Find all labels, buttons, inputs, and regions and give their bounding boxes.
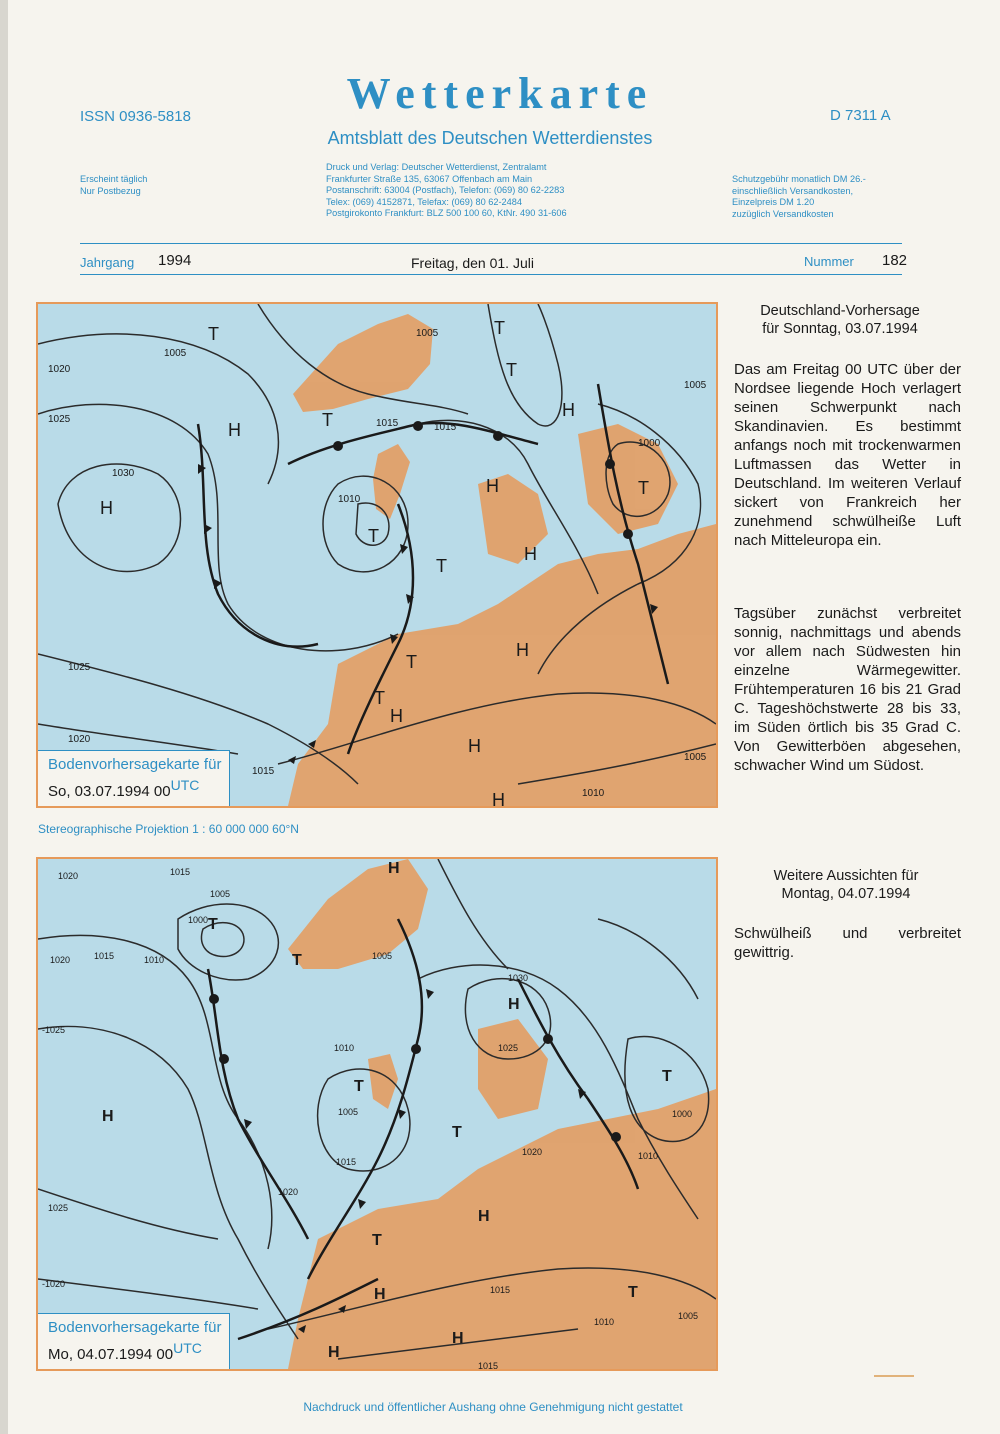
publisher-line: Telex: (069) 4152871, Telefax: (069) 80 62-2484 [326,196,522,207]
header-rule-top [80,243,902,244]
isobar-label: 1015 [490,1285,511,1295]
publisher-line: Postanschrift: 63004 (Postfach), Telefon: (069) 80 62-2283 [326,185,565,196]
isobar-label: 1010 [338,494,361,505]
forecast-map-monday [36,857,718,1371]
map1-caption-date [48,775,221,802]
isobar-label: 1015 [376,418,399,429]
map1-caption [38,750,230,806]
high-label: H [516,640,529,660]
low-label: T [368,526,379,546]
high-label: H [486,476,499,496]
isobar-label: 1005 [164,348,187,359]
isobar-label: 1020 [278,1187,299,1197]
map2-drawing [38,859,716,1369]
low-label: T [662,1068,672,1085]
high-label: H [228,420,241,440]
isobar-label: 1025 [68,662,91,673]
isobar-label: 1015 [478,1361,499,1369]
isobar-label: 1025 [48,1203,69,1213]
postal-code: D 7311 A [830,107,891,124]
high-label: H [452,1330,464,1347]
high-label: H [478,1208,490,1225]
forecast-heading-sunday [720,302,960,338]
isobar-label: 1010 [594,1317,615,1327]
isobar-label: 1015 [252,766,275,777]
issue-date: Freitag, den 01. Juli [411,255,534,271]
low-label: T [322,410,333,430]
header-rule-bottom [80,274,902,275]
isobar-label: 1025 [48,414,71,425]
low-label: T [628,1284,638,1301]
isobar-label: 1005 [338,1107,359,1117]
isobar-label: 1020 [48,364,71,375]
isobar-label: 1015 [336,1157,357,1167]
tape-mark [874,1375,914,1377]
price-line: Einzelpreis DM 1.20 [732,197,815,208]
forecast-paragraph-synopsis: Das am Freitag 00 UTC über der Nordsee liegende Hoch verlagert seinen Schwerpunkt nach Skandinavien. Es bestimmt anfangs noch mit trockenwarmen Luftmassen das Wetter in Deutschland. Im weiteren Verlauf sickert von Frankreich her zunehmend schwülheiße Luft nach Mitteleuropa ein. [734,361,961,549]
low-label: T [406,652,417,672]
high-label: H [100,498,113,518]
high-label: H [328,1344,340,1361]
isobar-label: 1015 [170,867,191,877]
issn-number: ISSN 0936-5818 [80,108,191,125]
isobar-label: 1015 [434,422,457,433]
isobar-label: 1010 [582,788,605,799]
map1-utc: UTC [170,777,200,793]
delivery-info [80,174,147,197]
isobar-label: 1010 [144,955,165,965]
projection-note: Stereographische Projektion 1 : 60 000 000 60°N [38,822,299,836]
low-label: T [452,1124,462,1141]
isobar-label: 1010 [638,1151,659,1161]
price-line: Schutzgebühr monatlich DM 26.- [732,174,866,184]
isobar-label: 1020 [522,1147,543,1157]
isobar-label: 1020 [68,734,91,745]
high-label: H [374,1286,386,1303]
low-label: T [638,478,649,498]
page-subtitle: Amtsblatt des Deutschen Wetterdienstes [327,128,653,148]
isobar-label: 1005 [372,951,393,961]
isobar-label: 1000 [672,1109,693,1119]
low-label: T [354,1078,364,1095]
isobar-label: 1020 [50,955,71,965]
forecast-heading-line: Weitere Aussichten für [773,868,919,884]
isobar-label: 1000 [638,438,661,449]
isobar-label: 1010 [334,1043,355,1053]
map1-caption-title: Bodenvorhersagekarte für [48,756,222,773]
copyright-footer: Nachdruck und öffentlicher Aushang ohne Genehmigung nicht gestattet [303,1400,683,1414]
low-label: T [372,1232,382,1249]
nummer-value: 182 [882,252,908,269]
map1-drawing [38,304,716,806]
forecast-heading-monday [726,867,966,903]
high-label: H [468,736,481,756]
isobar-label: 1005 [678,1311,699,1321]
high-label: H [562,400,575,420]
high-label: H [492,790,505,806]
price-line: einschließlich Versandkosten, [732,185,854,196]
forecast-outlook-text: Schwülheiß und verbreitet gewittrig. [734,925,961,961]
delivery-line: Erscheint täglich [80,174,148,184]
jahrgang-label: Jahrgang [80,255,135,270]
high-label: H [102,1108,114,1125]
isobar-label: -1020 [42,1279,66,1289]
price-info [732,174,866,220]
low-label: T [292,952,302,969]
map2-utc: UTC [173,1340,202,1356]
forecast-map-sunday [36,302,718,808]
page-edge [0,0,8,1434]
price-line: zuzüglich Versandkosten [732,208,834,219]
isobar-label: 1005 [416,328,439,339]
low-label: T [208,916,218,933]
nummer-label: Nummer [804,254,854,269]
low-label: T [506,360,517,380]
jahrgang-value: 1994 [158,252,192,269]
high-label: H [524,544,537,564]
forecast-paragraph-weather: Tagsüber zunächst verbreitet sonnig, nachmittags und abends vor allem nach Südwesten hin einzelne Wärmegewitter. Frühtemperaturen 16 bis 21 Grad C. Tageshöchstwerte 28 bis 33, im Süden örtlich bis 35 Grad C. Von Gewitterböen abgesehen, schwacher Wind um Südost. [734,605,961,774]
publisher-line: Druck und Verlag: Deutscher Wetterdienst, Zentralamt [326,162,547,172]
isobar-label: 1015 [94,951,115,961]
low-label: T [436,556,447,576]
map2-caption-date [48,1338,221,1365]
isobar-label: 1005 [210,889,231,899]
forecast-heading-line: Montag, 04.07.1994 [781,886,911,902]
map2-date: Mo, 04.07.1994 00 [48,1346,174,1363]
high-label: H [388,860,400,877]
forecast-heading-line: Deutschland-Vorhersage [760,303,920,319]
low-label: T [374,688,385,708]
isobar-label: 1030 [508,973,529,983]
isobar-label: -1025 [42,1025,66,1035]
isobar-label: 1005 [684,752,707,763]
map1-date: So, 03.07.1994 00 [48,783,171,800]
high-label: H [390,706,403,726]
publisher-line: Frankfurter Straße 135, 63067 Offenbach am Main [326,173,533,184]
isobar-label: 1025 [498,1043,519,1053]
page-title: Wetterkarte [346,69,654,118]
isobar-label: 1030 [112,468,135,479]
forecast-heading-line: für Sonntag, 03.07.1994 [762,321,918,337]
high-label: H [508,996,520,1013]
map2-caption [38,1313,230,1369]
low-label: T [208,324,219,344]
delivery-line: Nur Postbezug [80,185,141,196]
map2-caption-title: Bodenvorhersagekarte für [48,1319,222,1336]
publisher-line: Postgirokonto Frankfurt: BLZ 500 100 60, KtNr. 490 31-606 [326,208,567,219]
publisher-info [326,162,567,220]
isobar-label: 1005 [684,380,707,391]
isobar-label: 1020 [58,871,79,881]
isobar-label: 1000 [188,915,209,925]
low-label: T [494,318,505,338]
